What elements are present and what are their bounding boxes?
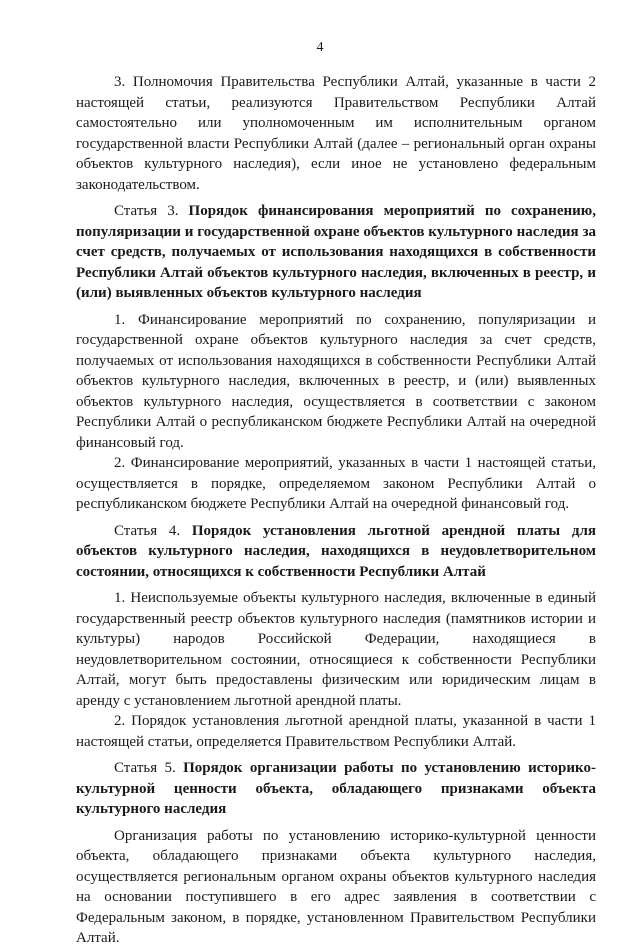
paragraph-art3-part2: 2. Финансирование мероприятий, указанных в части 1 настоящей статьи, осуществляется в порядке, определяемом законом Республики Алтай о республиканском бюджете Республики Алтай на очередной финансовый год. bbox=[76, 455, 596, 512]
article-5-heading bbox=[76, 758, 596, 820]
article-3-title: Порядок финансирования мероприятий по сохранению, популяризации и государственной охране объектов культурного наследия за счет средств, получаемых от использования находящихся в собственности Республики Алтай объектов культурного наследия, включенных в реестр, и (или) выявленных объектов культурного наследия bbox=[76, 203, 596, 301]
article-3-heading bbox=[76, 201, 596, 304]
paragraph-art4-part2: 2. Порядок установления льготной арендной платы, указанной в части 1 настоящей статьи, определяется Правительством Республики Алтай. bbox=[76, 713, 596, 750]
article-4-label: Статья 4. bbox=[114, 522, 192, 539]
paragraph-art3-part1: 1. Финансирование мероприятий по сохранению, популяризации и государственной охране объектов культурного наследия за счет средств, получаемых от использования находящихся в собственности Республики Алтай объектов культурного наследия, включенных в реестр, и (или) выявленных объектов культурного наследия, осуществляется в соответствии с законом Республики Алтай о республиканском бюджете Республики Алтай на очередной финансовый год. bbox=[76, 311, 596, 451]
paragraph-art2-part3: 3. Полномочия Правительства Республики Алтай, указанные в части 2 настоящей статьи, реализуются Правительством Республики Алтай самостоятельно или уполномоченным им исполнительным органом государственной власти Республики Алтай (далее – региональный орган охраны объектов культурного наследия), если иное не установлено федеральным законодательством. bbox=[76, 74, 596, 193]
paragraph-art4-part1: 1. Неиспользуемые объекты культурного наследия, включенные в единый государственный реестр объектов культурного наследия (памятников истории и культуры) народов Российской Федерации, находящиеся в неудовлетворительном состоянии, относящиеся к собственности Республики Алтай, могут быть предоставлены физическим или юридическим лицам в аренду с установлением льготной арендной платы. bbox=[76, 590, 596, 709]
document-body bbox=[76, 72, 596, 949]
article-3-label: Статья 3. bbox=[114, 203, 189, 219]
article-4-title: Порядок установления льготной арендной платы для объектов культурного наследия, находящихся в неудовлетворительном состоянии, относящихся к собственности Республики Алтай bbox=[76, 522, 596, 580]
page-number: 4 bbox=[316, 40, 324, 55]
article-5-label: Статья 5. bbox=[114, 760, 184, 776]
paragraph-art5: Организация работы по установлению историко-культурной ценности объекта, обладающего признаками объекта культурного наследия, осуществляется региональным органом охраны объектов культурного наследия на основании поступившего в его адрес заявления в соответствии с Федеральным законом, в порядке, установленном Правительством Республики Алтай. bbox=[76, 827, 596, 946]
article-4-heading bbox=[76, 521, 596, 583]
article-5-title: Порядок организации работы по установлению историко-культурной ценности объекта, обладающего признаками объекта культурного наследия bbox=[76, 760, 596, 817]
